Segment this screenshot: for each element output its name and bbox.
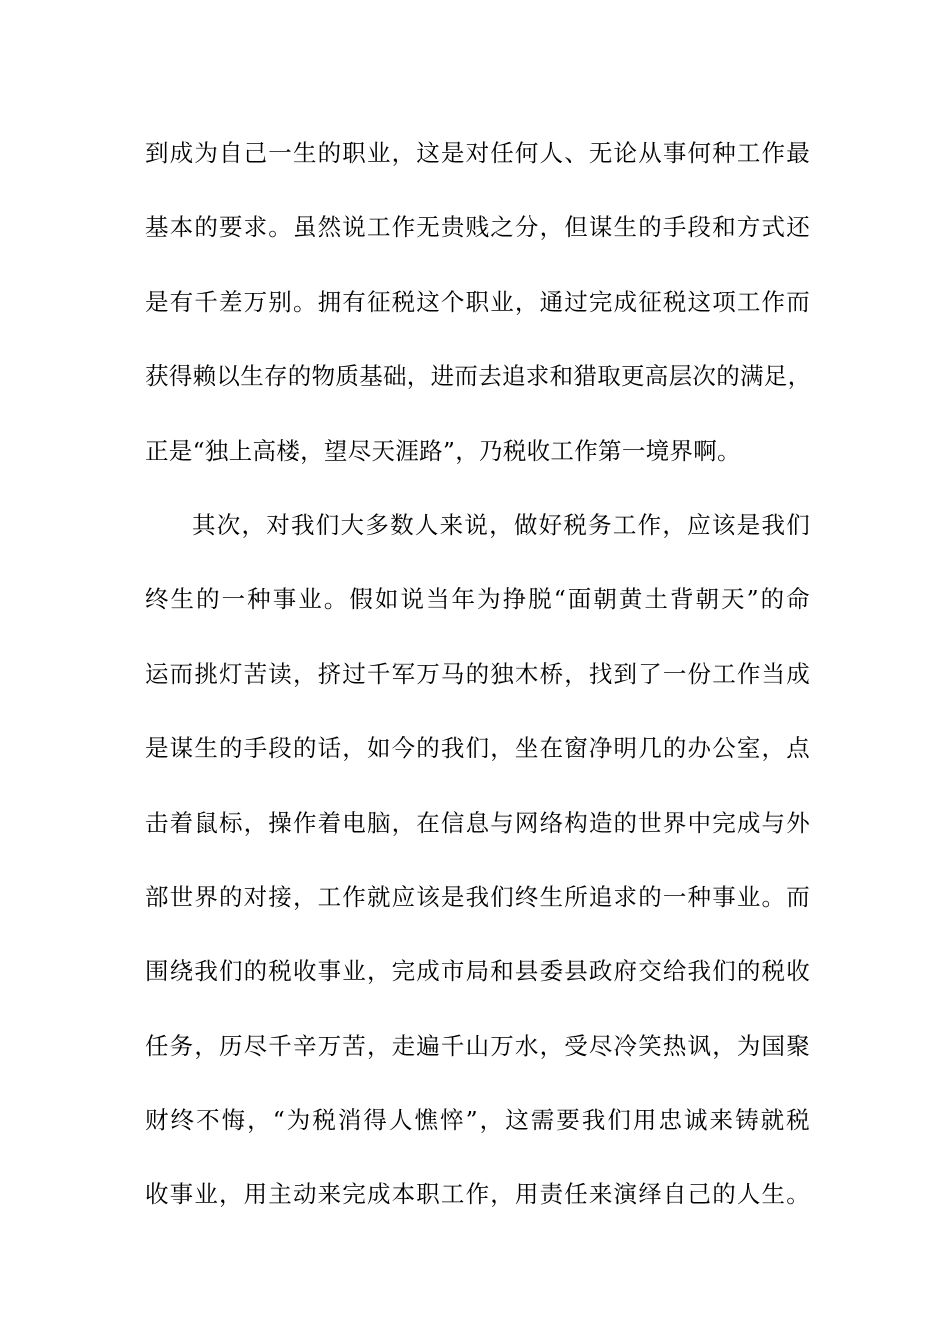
text-line-1: 到成为自己一生的职业，这是对任何人、无论从事何种工作最 — [145, 139, 810, 167]
text-line-3: 是有千差万别。拥有征税这个职业，通过完成征税这项工作而 — [145, 287, 810, 316]
text-line-9: 是谋生的手段的话，如今的我们，坐在窗净明几的办公室，点 — [145, 734, 810, 763]
text-line-6: 其次，对我们大多数人来说，做好税务工作，应该是我们 — [192, 510, 810, 539]
text-line-10: 击着鼠标，操作着电脑，在信息与网络构造的世界中完成与外 — [145, 808, 810, 837]
text-line-8: 运而挑灯苦读，挤过千军万马的独木桥，找到了一份工作当成 — [145, 659, 810, 688]
text-line-11: 部世界的对接，工作就应该是我们终生所追求的一种事业。而 — [145, 882, 810, 911]
text-line-2: 基本的要求。虽然说工作无贵贱之分，但谋生的手段和方式还 — [145, 213, 810, 242]
text-line-13: 任务，历尽千辛万苦，走遍千山万水，受尽冷笑热讽，为国聚 — [145, 1031, 810, 1060]
body-text — [145, 131, 810, 1247]
text-line-7: 终生的一种事业。假如说当年为挣脱“面朝黄土背朝天”的命 — [145, 585, 810, 614]
text-line-15: 收事业，用主动来完成本职工作，用责任来演绎自己的人生。 — [145, 1180, 810, 1209]
text-line-12: 围绕我们的税收事业，完成市局和县委县政府交给我们的税收 — [145, 957, 810, 986]
text-line-4: 获得赖以生存的物质基础，进而去追求和猎取更高层次的满足， — [145, 362, 812, 391]
text-line-5: 正是“独上高楼，望尽天涯路”，乃税收工作第一境界啊。 — [145, 436, 741, 465]
text-line-14: 财终不悔，“为税消得人憔悴”，这需要我们用忠诚来铸就税 — [145, 1106, 810, 1135]
